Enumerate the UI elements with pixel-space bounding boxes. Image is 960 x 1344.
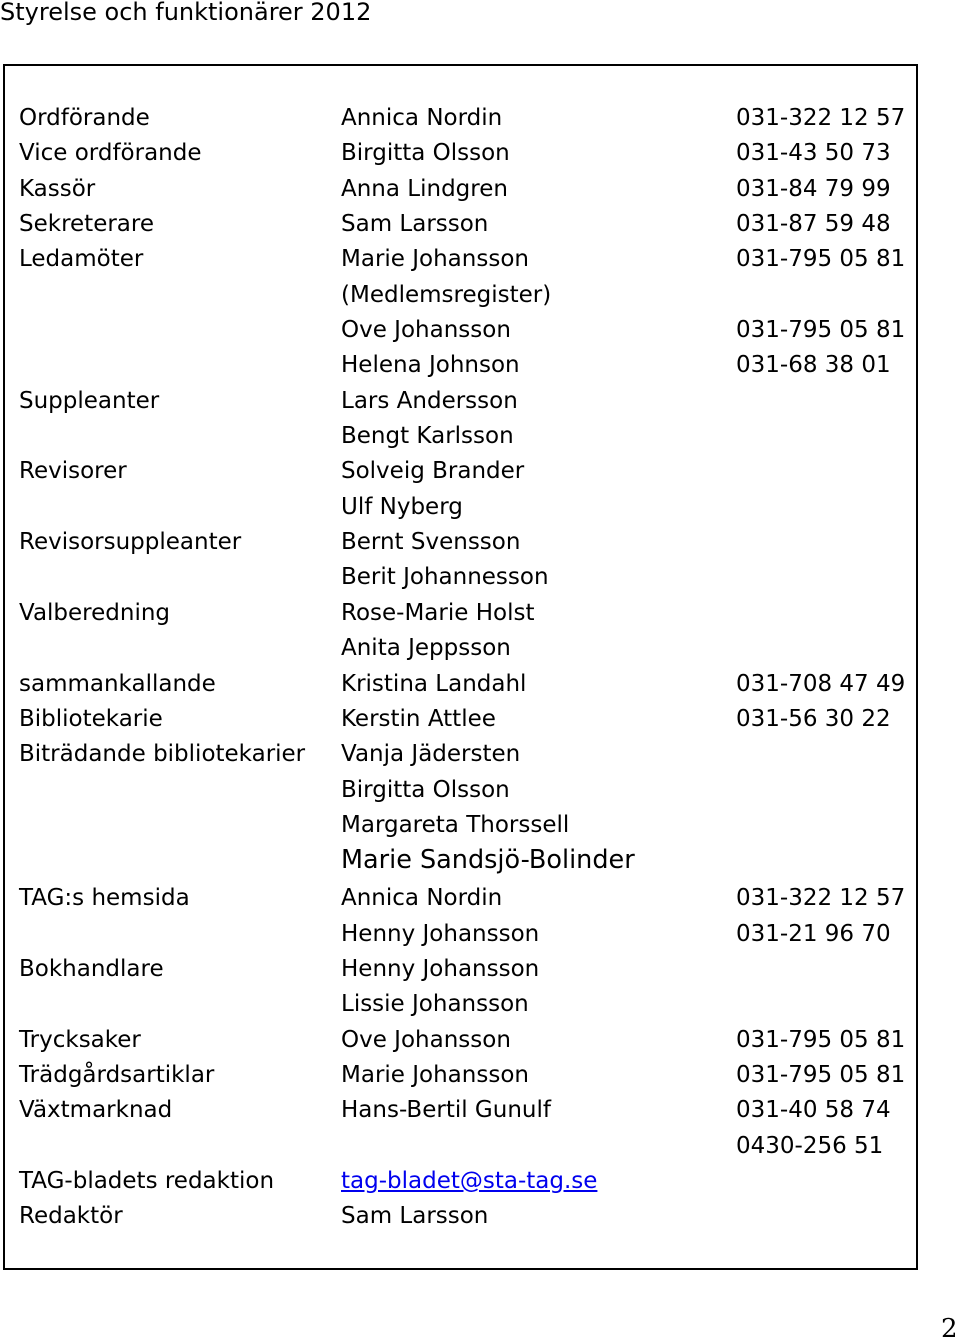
role-label: Kassör [19,175,96,202]
person-name: Annica Nordin [341,885,503,912]
roster-row [19,207,919,242]
person-name: Marie Sandsjö-Bolinder [341,845,635,876]
person-name: Henny Johansson [341,920,540,947]
person-name: Sam Larsson [341,1203,489,1230]
role-label: Biträdande bibliotekarier [19,741,306,768]
phone-number: 031-84 79 99 [736,175,891,202]
person-name: Marie Johansson [341,246,529,273]
person-name: Anita Jeppsson [341,635,511,662]
role-label: Redaktör [19,1203,123,1230]
person-name: Margareta Thorssell [341,811,570,838]
roster-row [19,1093,919,1128]
person-name: Ove Johansson [341,317,511,344]
role-label: Ordförande [19,105,150,131]
role-label: Trycksaker [19,1026,141,1053]
role-label: TAG:s hemsida [19,885,190,912]
roster-row [19,172,919,207]
role-label: Trädgårdsartiklar [19,1061,215,1088]
roster-row [19,631,919,666]
role-label: Revisorer [19,458,127,485]
person-name: Birgitta Olsson [341,140,510,167]
role-label: Suppleanter [19,387,160,414]
phone-number: 031-56 30 22 [736,705,891,732]
roster-row [19,952,919,987]
person-name: Helena Johnson [341,352,520,379]
roster-row [19,596,919,631]
roster-row [19,278,919,313]
person-name: Rose-Marie Holst [341,599,535,626]
roster-row [19,1199,919,1234]
role-label: Bibliotekarie [19,705,163,732]
role-label: Revisorsuppleanter [19,529,242,556]
page-number: 2 [941,1314,958,1344]
person-name: Bengt Karlsson [341,423,514,450]
role-label: Växtmarknad [19,1097,173,1124]
phone-number: 031-322 12 57 [736,885,906,912]
roster-row [19,987,919,1022]
role-label: sammankallande [19,670,216,697]
phone-number: 031-68 38 01 [736,352,891,379]
person-name: Marie Johansson [341,1061,529,1088]
role-label: TAG-bladets redaktion [19,1167,275,1194]
roster-row [19,525,919,560]
roster-row [19,1058,919,1093]
person-name: Sam Larsson [341,211,489,238]
phone-number: 031-795 05 81 [736,1026,906,1053]
person-name: Bernt Svensson [341,529,521,556]
person-name: Annica Nordin [341,105,503,131]
person-name: Kristina Landahl [341,670,527,697]
roster-row [19,242,919,277]
person-name: Kerstin Attlee [341,705,496,732]
roster-row [19,419,919,454]
roster-row [19,384,919,419]
person-name: Lars Andersson [341,387,518,414]
roster-row [19,667,919,702]
roster-row [19,1129,919,1164]
person-name: Berit Johannesson [341,564,549,591]
roster-row [19,843,919,881]
role-label: Ledamöter [19,246,144,273]
person-name: Solveig Brander [341,458,525,485]
phone-number: 031-40 58 74 [736,1097,891,1124]
phone-number: 031-87 59 48 [736,211,891,238]
person-note: (Medlemsregister) [341,281,552,308]
person-name: Lissie Johansson [341,991,529,1018]
roster-row [19,773,919,808]
phone-number: 031-322 12 57 [736,105,906,131]
roster-row [19,737,919,772]
phone-number: 031-21 96 70 [736,920,891,947]
role-label: Valberedning [19,599,171,626]
person-name: Birgitta Olsson [341,776,510,803]
roster-row [19,560,919,595]
roster-row [19,1023,919,1058]
roster-row [19,454,919,489]
roster-row [19,313,919,348]
roster-row [19,348,919,383]
email-link[interactable]: tag-bladet@sta-tag.se [341,1167,598,1194]
roster-row [19,1164,919,1199]
person-name: Ulf Nyberg [341,493,463,520]
person-name: Anna Lindgren [341,175,508,202]
roster-row [19,881,919,916]
phone-number: 031-795 05 81 [736,1061,906,1088]
phone-number: 031-708 47 49 [736,670,906,697]
person-name: Henny Johansson [341,955,540,982]
roster-list [19,101,919,1235]
person-name: Hans-Bertil Gunulf [341,1097,551,1124]
phone-number: 031-43 50 73 [736,140,891,167]
phone-number: 0430-256 51 [736,1132,884,1159]
role-label: Sekreterare [19,211,154,238]
role-label: Vice ordförande [19,140,202,167]
phone-number: 031-795 05 81 [736,246,906,273]
phone-number: 031-795 05 81 [736,317,906,344]
roster-row [19,101,919,136]
roster-row [19,702,919,737]
roster-row [19,808,919,843]
roster-row [19,136,919,171]
person-name: Vanja Jädersten [341,741,521,768]
role-label: Bokhandlare [19,955,164,982]
page-title: Styrelse och funktionärer 2012 [0,0,372,26]
person-name: Ove Johansson [341,1026,511,1053]
roster-row [19,490,919,525]
roster-row [19,917,919,952]
